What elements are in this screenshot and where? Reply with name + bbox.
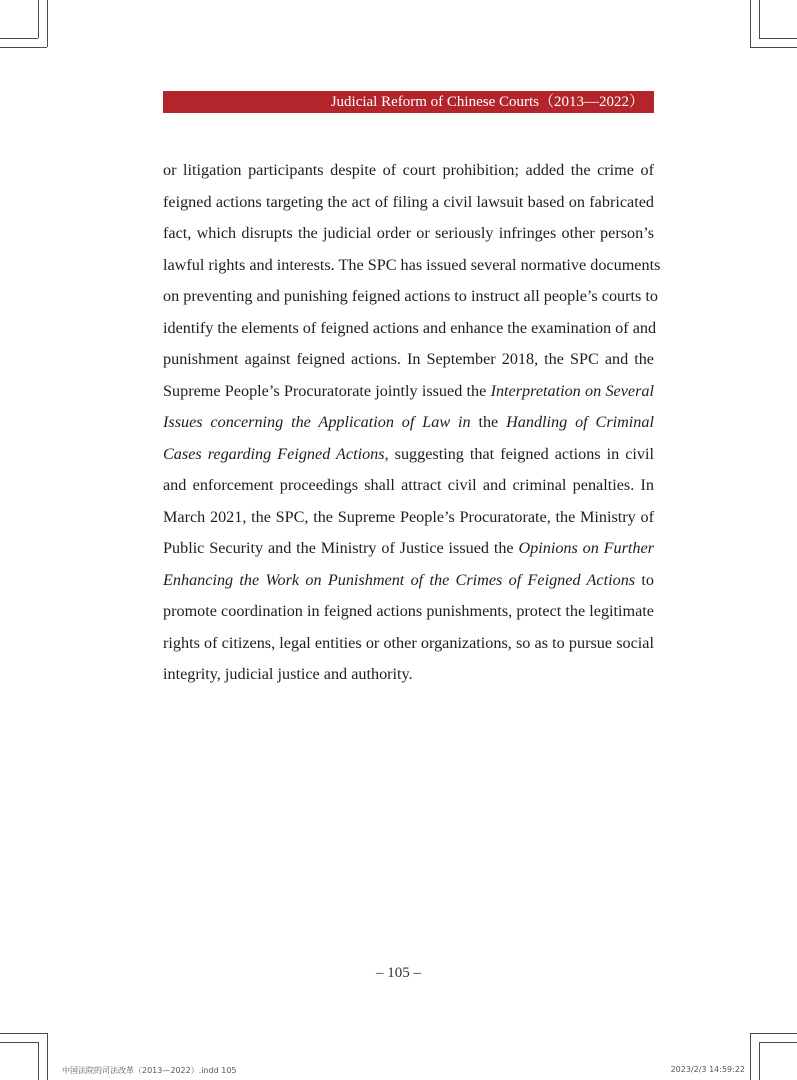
crop-mark: [759, 38, 797, 39]
crop-mark: [750, 1033, 797, 1034]
body-paragraph: [163, 155, 661, 691]
crop-mark: [0, 1042, 38, 1043]
print-slug-filename: 中国法院的司法改革（2013—2022）.indd 105: [62, 1066, 237, 1075]
crop-mark: [38, 0, 39, 38]
page-number: – 105 –: [376, 965, 421, 981]
body-line: Public Security and the Ministry of Justice issued the Opinions on Further: [163, 539, 655, 557]
crop-mark: [47, 1033, 48, 1080]
body-line: rights of citizens, legal entities or other organizations, so as to pursue social: [163, 633, 654, 652]
crop-mark: [759, 0, 760, 38]
body-line: Cases regarding Feigned Actions, suggesting that feigned actions in civil: [163, 444, 654, 463]
print-slug-timestamp: 2023/2/3 14:59:22: [670, 1065, 745, 1074]
body-line: promote coordination in feigned actions punishments, protect the legitimate: [163, 602, 654, 620]
body-line: March 2021, the SPC, the Supreme People’s Procuratorate, the Ministry of: [163, 507, 654, 526]
document-title-italic: Handling of Criminal: [506, 413, 654, 431]
body-line: and enforcement proceedings shall attract civil and criminal penalties. In: [163, 476, 654, 494]
document-title-italic: Opinions on Further: [518, 539, 655, 557]
document-title-italic: Issues concerning the Application of Law in: [163, 413, 471, 431]
crop-mark: [38, 1042, 39, 1080]
crop-mark: [750, 1033, 751, 1080]
crop-mark: [47, 0, 48, 47]
body-line: identify the elements of feigned actions and enhance the examination of and: [163, 318, 657, 337]
crop-mark: [0, 47, 47, 48]
crop-mark: [750, 47, 797, 48]
running-header-band: [163, 91, 654, 113]
crop-mark: [759, 1042, 797, 1043]
body-line: Enhancing the Work on Punishment of the Crimes of Feigned Actions to: [163, 570, 654, 589]
crop-mark: [750, 0, 751, 47]
body-line: lawful rights and interests. The SPC has issued several normative documents: [163, 255, 661, 274]
body-line: feigned actions targeting the act of filing a civil lawsuit based on fabricated: [163, 192, 654, 211]
running-header-title: Judicial Reform of Chinese Courts（2013—2022）: [330, 94, 644, 110]
document-title-italic: Cases regarding Feigned Actions: [163, 444, 385, 463]
document-title-italic: Enhancing the Work on Punishment of the Crimes of Feigned Actions: [163, 570, 636, 589]
crop-mark: [759, 1042, 760, 1080]
crop-mark: [0, 1033, 47, 1034]
body-line: integrity, judicial justice and authority.: [163, 665, 413, 683]
crop-mark: [0, 38, 38, 39]
document-title-italic: Interpretation on Several: [490, 381, 654, 400]
body-line: punishment against feigned actions. In September 2018, the SPC and the: [163, 350, 654, 368]
body-line: or litigation participants despite of court prohibition; added the crime of: [163, 161, 654, 179]
body-line: Supreme People’s Procuratorate jointly issued the Interpretation on Several: [163, 381, 654, 400]
body-line: Issues concerning the Application of Law in the Handling of Criminal: [163, 413, 654, 431]
body-line: on preventing and punishing feigned actions to instruct all people’s courts to: [163, 287, 658, 305]
body-line: fact, which disrupts the judicial order or seriously infringes other person’s: [163, 224, 654, 242]
